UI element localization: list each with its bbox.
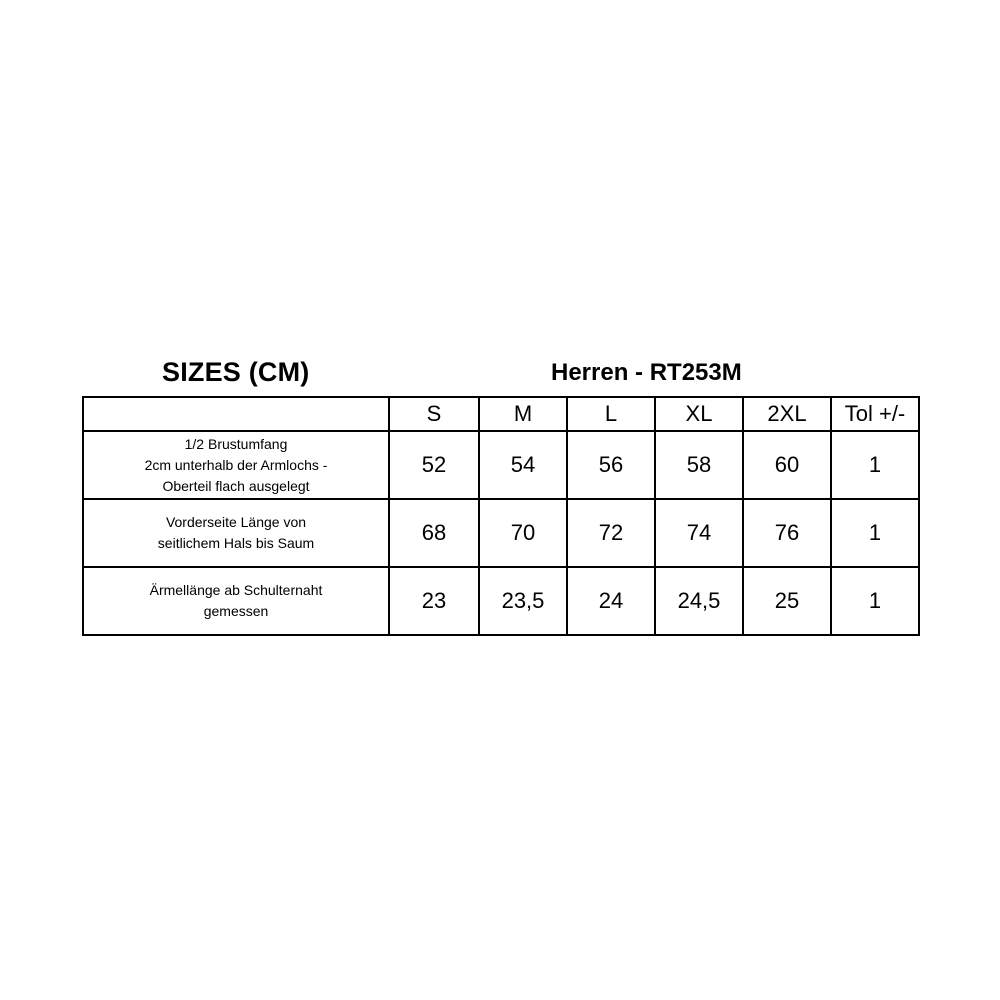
- table-row: [83, 499, 919, 567]
- value-cell: 54: [479, 431, 567, 499]
- value-cell: 23: [389, 567, 479, 635]
- tolerance-cell: 1: [831, 567, 919, 635]
- row-label-line: 1/2 Brustumfang: [184, 435, 288, 452]
- column-header-xl: XL: [655, 397, 743, 431]
- row-label: [83, 499, 389, 567]
- value-cell: 76: [743, 499, 831, 567]
- sizes-title: SIZES (CM): [162, 357, 310, 387]
- value-cell: 68: [389, 499, 479, 567]
- value-cell: 70: [479, 499, 567, 567]
- value-cell: 60: [743, 431, 831, 499]
- table-header-row: [83, 397, 919, 431]
- row-label-line: gemessen: [203, 603, 269, 619]
- value-cell: 52: [389, 431, 479, 499]
- value-cell: 56: [567, 431, 655, 499]
- row-label-line: seitlichem Hals bis Saum: [157, 535, 315, 551]
- table-row: [83, 431, 919, 499]
- column-header-m: M: [479, 397, 567, 431]
- product-title: Herren - RT253M: [551, 359, 742, 386]
- value-cell: 25: [743, 567, 831, 635]
- tolerance-cell: 1: [831, 499, 919, 567]
- value-cell: 24: [567, 567, 655, 635]
- tolerance-cell: 1: [831, 431, 919, 499]
- value-cell: 72: [567, 499, 655, 567]
- row-label-line: Ärmellänge ab Schulternaht: [149, 582, 323, 598]
- row-label-line: 2cm unterhalb der Armlochs -: [144, 456, 328, 473]
- row-label: [83, 431, 389, 499]
- row-label-line: Oberteil flach ausgelegt: [162, 477, 310, 494]
- value-cell: 24,5: [655, 567, 743, 635]
- corner-cell: [83, 397, 389, 431]
- value-cell: 58: [655, 431, 743, 499]
- column-header-s: S: [389, 397, 479, 431]
- table-row: [83, 567, 919, 635]
- row-label-line: Vorderseite Länge von: [165, 514, 307, 530]
- column-header-tolerance: Tol +/-: [831, 397, 919, 431]
- column-header-2xl: 2XL: [743, 397, 831, 431]
- column-header-l: L: [567, 397, 655, 431]
- row-label: [83, 567, 389, 635]
- value-cell: 74: [655, 499, 743, 567]
- size-table: [82, 396, 920, 636]
- value-cell: 23,5: [479, 567, 567, 635]
